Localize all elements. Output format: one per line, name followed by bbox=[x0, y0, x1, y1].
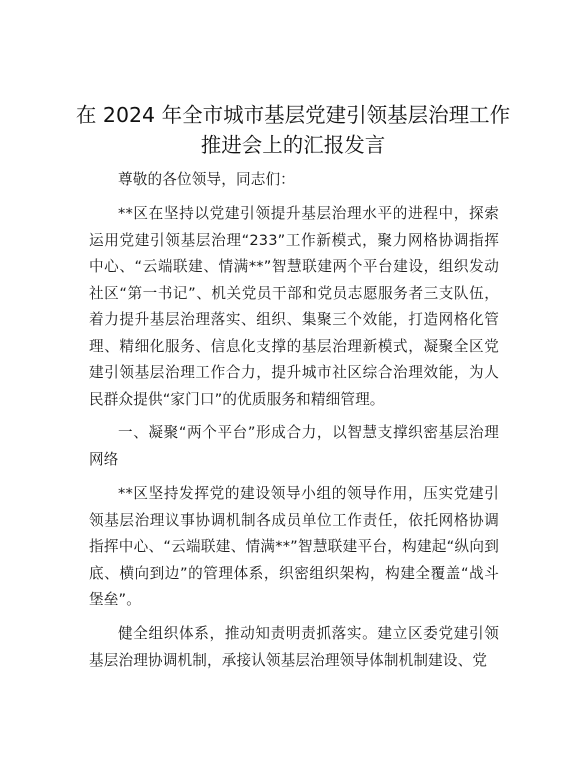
body-paragraph-2: **区坚持发挥党的建设领导小组的领导作用，压实党建引领基层治理议事协调机制各成员单位工作责任，依托网格协调指挥中心、“云端联建、情满**”智慧联建平台，构建起“纵向到底、横向到边”的管理体系，织密组织架构，构建全覆盖“战斗堡垒”。 bbox=[89, 485, 499, 608]
body-paragraph-3: 健全组织体系，推动知责明责抓落实。建立区委党建引领基层治理协调机制，承接认领基层治理领导体制机制建设、党 bbox=[89, 625, 499, 669]
document-title-line-1: 在 2024 年全市城市基层党建引领基层治理工作 bbox=[75, 103, 511, 127]
document-title-line-2: 推进会上的汇报发言 bbox=[200, 133, 386, 157]
greeting-text: 尊敬的各位领导，同志们： bbox=[118, 171, 295, 188]
body-paragraph-1: **区在坚持以党建引领提升基层治理水平的进程中，探索运用党建引领基层治理“233”工作新模式，聚力网格协调指挥中心、“云端联建、情满**”智慧联建两个平台建设，组织发动社区“第一书记”、机关党员干部和党员志愿服务者三支队伍，着力提升基层治理落实、组织、集聚三个效能，打造网格化管理、精细化服务、信息化支撑的基层治理新模式，凝聚全区党建引领基层治理工作合力，提升城市社区综合治理效能，为人民群众提供“家门口”的优质服务和精细管理。 bbox=[89, 205, 499, 408]
section-heading-1: 一、凝聚“两个平台”形成合力，以智慧支撑织密基层治理网络 bbox=[89, 424, 499, 468]
